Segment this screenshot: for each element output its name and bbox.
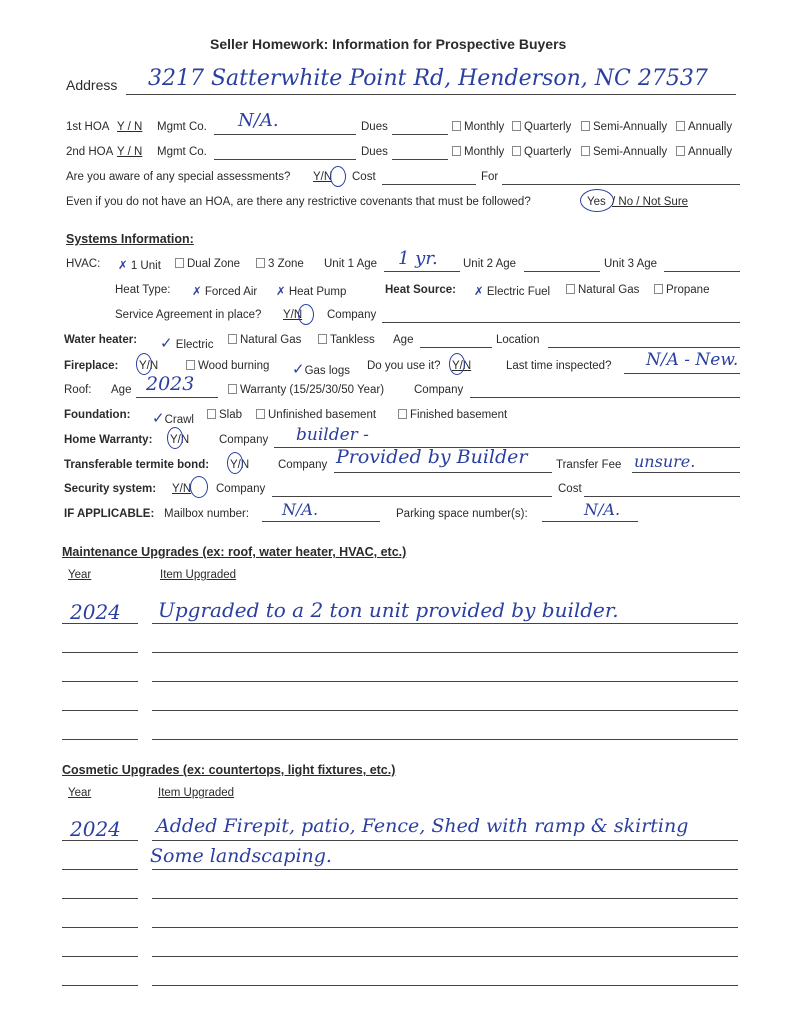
circled-no-mark bbox=[298, 304, 314, 325]
checkbox[interactable] bbox=[581, 121, 590, 131]
assessments-yn: Y/N bbox=[313, 171, 333, 183]
maintenance-item: Upgraded to a 2 ton unit provided by builder. bbox=[158, 598, 619, 622]
security-yn: Y/N bbox=[172, 483, 192, 495]
assessments-cost-label: Cost bbox=[352, 171, 376, 183]
water-location-label: Location bbox=[496, 334, 540, 346]
checkbox[interactable] bbox=[676, 146, 685, 156]
heat-type-label: Heat Type: bbox=[115, 284, 171, 296]
x-check-icon: ✗ bbox=[474, 284, 484, 298]
hoa2-mgmt-label: Mgmt Co. bbox=[157, 146, 207, 158]
fireplace-use-label: Do you use it? bbox=[367, 360, 441, 372]
hvac-three: 3 Zone bbox=[268, 258, 304, 270]
water-tankless: Tankless bbox=[330, 334, 375, 346]
mailbox-value: N/A. bbox=[282, 500, 319, 519]
parking-value: N/A. bbox=[584, 500, 621, 519]
circled-yes-mark bbox=[227, 452, 243, 474]
tick-check-icon: ✓ bbox=[292, 360, 305, 378]
hoa2-yn: Y / N bbox=[117, 146, 143, 158]
termite-fee-value: unsure. bbox=[634, 452, 696, 471]
checkbox[interactable] bbox=[175, 258, 184, 268]
covenants-yes: Yes bbox=[587, 196, 606, 208]
hvac-unit1-label: Unit 1 Age bbox=[324, 258, 378, 270]
systems-heading: Systems Information: bbox=[66, 232, 194, 246]
cosmetic-item-col: Item Upgraded bbox=[158, 787, 235, 799]
fireplace-label: Fireplace: bbox=[64, 360, 119, 372]
fireplace-yn: Y/N bbox=[139, 360, 159, 372]
tick-check-icon: ✓ bbox=[160, 334, 173, 352]
covenants-rest: / No / Not Sure bbox=[612, 196, 689, 208]
heat-source-label: Heat Source: bbox=[385, 284, 456, 296]
service-question: Service Agreement in place? bbox=[115, 309, 262, 321]
circled-no-mark bbox=[190, 476, 208, 498]
checkbox[interactable] bbox=[512, 146, 521, 156]
tick-check-icon: ✓ bbox=[152, 409, 165, 427]
cosmetic-heading: Cosmetic Upgrades (ex: countertops, light fixtures, etc.) bbox=[62, 763, 396, 777]
checkbox[interactable] bbox=[318, 334, 327, 344]
hoa2-annually: Annually bbox=[688, 146, 733, 158]
foundation-unfinished: Unfinished basement bbox=[268, 409, 377, 421]
checkbox[interactable] bbox=[228, 334, 237, 344]
checkbox[interactable] bbox=[256, 409, 265, 419]
hvac-unit3-label: Unit 3 Age bbox=[604, 258, 658, 270]
checkbox[interactable] bbox=[512, 121, 521, 131]
termite-company-value: Provided by Builder bbox=[336, 446, 528, 468]
roof-label: Roof: bbox=[64, 384, 92, 396]
heat-gas: Natural Gas bbox=[578, 284, 640, 296]
circled-no-mark bbox=[330, 166, 346, 187]
hoa1-monthly: Monthly bbox=[464, 121, 505, 133]
water-heater-label: Water heater: bbox=[64, 334, 138, 346]
circled-yes-mark bbox=[580, 189, 614, 212]
hoa2-label: 2nd HOA bbox=[66, 146, 114, 158]
roof-company-label: Company bbox=[414, 384, 464, 396]
checkbox[interactable] bbox=[581, 146, 590, 156]
parking-label: Parking space number(s): bbox=[396, 508, 528, 520]
service-company-label: Company bbox=[327, 309, 377, 321]
x-check-icon: ✗ bbox=[276, 284, 286, 298]
foundation-finished: Finished basement bbox=[410, 409, 508, 421]
maintenance-year: 2024 bbox=[70, 600, 121, 624]
home-warranty-yn: Y/N bbox=[170, 434, 190, 446]
address-label: Address bbox=[66, 77, 118, 93]
checkbox[interactable] bbox=[228, 384, 237, 394]
fireplace-gas: Gas logs bbox=[304, 365, 350, 377]
cosmetic-item: Some landscaping. bbox=[150, 845, 332, 867]
fireplace-use-yn: Y/N bbox=[452, 360, 472, 372]
checkbox[interactable] bbox=[654, 284, 663, 294]
hvac-unit2-label: Unit 2 Age bbox=[463, 258, 517, 270]
x-check-icon: ✗ bbox=[118, 258, 128, 272]
checkbox[interactable] bbox=[207, 409, 216, 419]
service-yn: Y/N bbox=[283, 309, 303, 321]
termite-label: Transferable termite bond: bbox=[64, 459, 210, 471]
address-value: 3217 Satterwhite Point Rd, Henderson, NC 27537 bbox=[148, 66, 708, 91]
fireplace-wood: Wood burning bbox=[198, 360, 270, 372]
hoa2-monthly: Monthly bbox=[464, 146, 505, 158]
home-warranty-label: Home Warranty: bbox=[64, 434, 153, 446]
cosmetic-year: 2024 bbox=[70, 817, 121, 841]
foundation-label: Foundation: bbox=[64, 409, 131, 421]
home-warranty-company-label: Company bbox=[219, 434, 269, 446]
fireplace-inspected-label: Last time inspected? bbox=[506, 360, 612, 372]
mailbox-label: Mailbox number: bbox=[164, 508, 250, 520]
covenants-question: Even if you do not have an HOA, are there any restrictive covenants that must be followed? bbox=[66, 196, 531, 208]
cosmetic-item: Added Firepit, patio, Fence, Shed with ramp & skirting bbox=[156, 815, 689, 837]
checkbox[interactable] bbox=[452, 146, 461, 156]
assessments-question: Are you aware of any special assessments? bbox=[66, 171, 291, 183]
page-title: Seller Homework: Information for Prospective Buyers bbox=[210, 36, 567, 52]
checkbox[interactable] bbox=[452, 121, 461, 131]
home-warranty-company-value: builder - bbox=[296, 425, 369, 445]
maintenance-heading: Maintenance Upgrades (ex: roof, water heater, HVAC, etc.) bbox=[62, 545, 407, 559]
foundation-crawl: Crawl bbox=[164, 414, 194, 426]
termite-yn: Y/N bbox=[230, 459, 250, 471]
hoa1-mgmt-label: Mgmt Co. bbox=[157, 121, 207, 133]
termite-company-label: Company bbox=[278, 459, 328, 471]
heat-pump: Heat Pump bbox=[288, 286, 347, 298]
maintenance-item-col: Item Upgraded bbox=[160, 569, 237, 581]
fireplace-inspected-value: N/A - New. bbox=[646, 350, 739, 370]
roof-warranty: Warranty (15/25/30/50 Year) bbox=[240, 384, 385, 396]
hoa1-semi: Semi-Annually bbox=[593, 121, 668, 133]
water-gas: Natural Gas bbox=[240, 334, 302, 346]
hoa1-annually: Annually bbox=[688, 121, 733, 133]
checkbox[interactable] bbox=[676, 121, 685, 131]
hoa2-dues-label: Dues bbox=[361, 146, 388, 158]
hoa2-semi: Semi-Annually bbox=[593, 146, 668, 158]
checkbox[interactable] bbox=[186, 360, 195, 370]
security-label: Security system: bbox=[64, 483, 157, 495]
assessments-for-label: For bbox=[481, 171, 499, 183]
heat-electric: Electric Fuel bbox=[486, 286, 551, 298]
cosmetic-year-col: Year bbox=[68, 787, 92, 799]
hoa1-label: 1st HOA bbox=[66, 121, 110, 133]
heat-propane: Propane bbox=[666, 284, 710, 296]
circled-yes-mark bbox=[167, 427, 183, 449]
roof-age-label: Age bbox=[111, 384, 132, 396]
x-check-icon: ✗ bbox=[192, 284, 202, 298]
hvac-dual: Dual Zone bbox=[187, 258, 241, 270]
maintenance-year-col: Year bbox=[68, 569, 92, 581]
hvac-unit1-value: 1 yr. bbox=[398, 248, 438, 269]
applicable-label: IF APPLICABLE: bbox=[64, 508, 155, 520]
circled-yes-mark bbox=[449, 353, 465, 375]
security-cost-label: Cost bbox=[558, 483, 582, 495]
checkbox[interactable] bbox=[566, 284, 575, 294]
water-electric: Electric bbox=[175, 339, 214, 351]
foundation-slab: Slab bbox=[219, 409, 243, 421]
checkbox[interactable] bbox=[256, 258, 265, 268]
heat-forced-air: Forced Air bbox=[204, 286, 258, 298]
hoa1-mgmt-value: N/A. bbox=[238, 110, 279, 131]
hvac-label: HVAC: bbox=[66, 258, 101, 270]
roof-age-value: 2023 bbox=[146, 373, 195, 395]
checkbox[interactable] bbox=[398, 409, 407, 419]
security-company-label: Company bbox=[216, 483, 266, 495]
water-age-label: Age bbox=[393, 334, 414, 346]
hoa2-quarterly: Quarterly bbox=[524, 146, 572, 158]
termite-fee-label: Transfer Fee bbox=[556, 459, 622, 471]
hvac-one-unit: 1 Unit bbox=[130, 260, 161, 272]
hoa1-yn: Y / N bbox=[117, 121, 143, 133]
hoa1-dues-label: Dues bbox=[361, 121, 388, 133]
hoa1-quarterly: Quarterly bbox=[524, 121, 572, 133]
circled-yes-mark bbox=[136, 353, 152, 375]
